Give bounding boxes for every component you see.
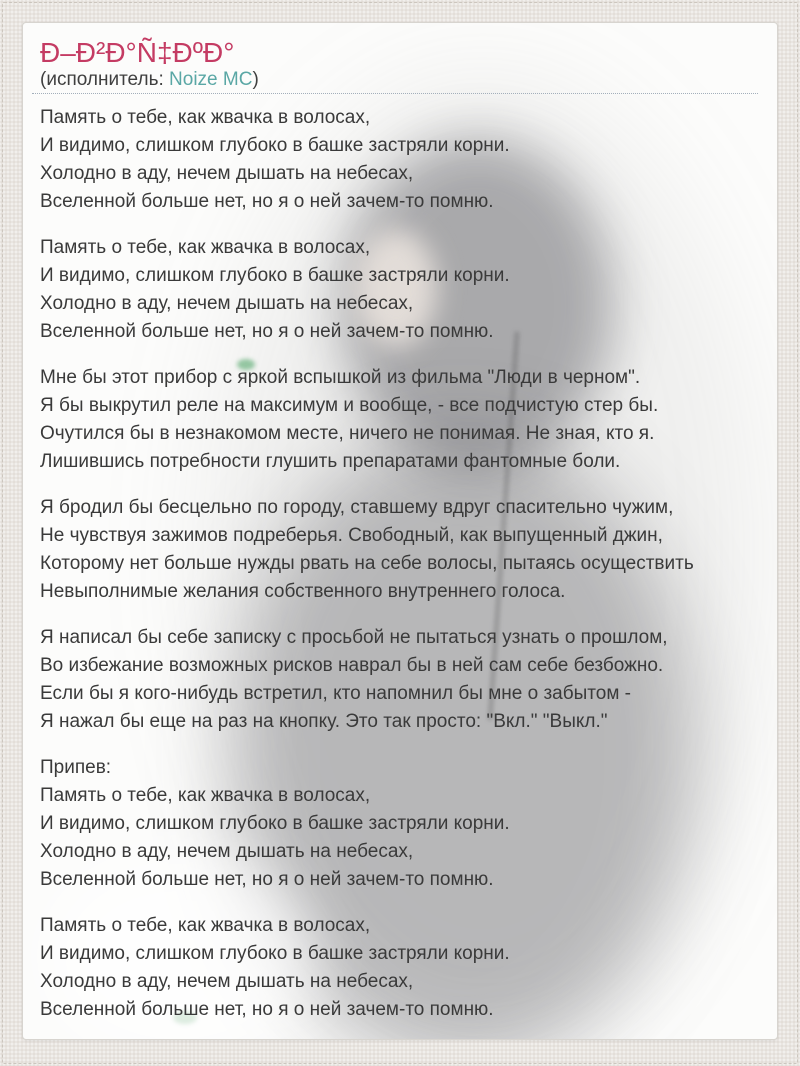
lyrics-line: Лишившись потребности глушить препаратами фантомные боли. (40, 451, 621, 472)
lyrics-line: Вселенной больше нет, но я о ней зачем-то помню. (40, 191, 494, 212)
lyrics-stanza (40, 754, 758, 894)
lyrics-line: Вселенной больше нет, но я о ней зачем-то помню. (40, 999, 494, 1020)
lyrics-line: И видимо, слишком глубоко в башке застряли корни. (40, 943, 510, 964)
lyrics-line: Память о тебе, как жвачка в волосах, (40, 107, 371, 128)
lyrics-line: Во избежание возможных рисков наврал бы в ней сам себе безбожно. (40, 655, 664, 676)
artist-link[interactable]: Noize MC (169, 69, 253, 90)
song-title: Ð–Ð²Ð°Ñ‡ÐºÐ° (40, 37, 235, 68)
lyrics-line: Память о тебе, как жвачка в волосах, (40, 915, 371, 936)
lyrics-line: И видимо, слишком глубоко в башке застряли корни. (40, 813, 510, 834)
lyrics-line: Холодно в аду, нечем дышать на небесах, (40, 163, 414, 184)
lyrics-line: Очутился бы в незнакомом месте, ничего не понимая. Не зная, кто я. (40, 423, 655, 444)
lyrics-line: Вселенной больше нет, но я о ней зачем-то помню. (40, 869, 494, 890)
lyrics-text (40, 104, 758, 1024)
lyrics-line: Мне бы этот прибор с яркой вспышкой из фильма "Люди в черном". (40, 367, 641, 388)
lyrics-line: Если бы я кого-нибудь встретил, кто напомнил бы мне о забытом - (40, 683, 631, 704)
lyrics-line: Холодно в аду, нечем дышать на небесах, (40, 841, 414, 862)
lyrics-line: Я бродил бы бесцельно по городу, ставшему вдруг спасительно чужим, (40, 497, 674, 518)
lyrics-line: Я написал бы себе записку с просьбой не пытаться узнать о прошлом, (40, 627, 668, 648)
lyrics-stanza (40, 912, 758, 1024)
card-content (23, 23, 777, 1039)
lyrics-stanza (40, 104, 758, 216)
lyrics-stanza (40, 494, 758, 606)
lyrics-line: Я нажал бы еще на раз на кнопку. Это так просто: "Вкл." "Выкл." (40, 711, 608, 732)
lyrics-line: Память о тебе, как жвачка в волосах, (40, 785, 371, 806)
lyrics-line: Вселенной больше нет, но я о ней зачем-то помню. (40, 321, 494, 342)
lyrics-line: И видимо, слишком глубоко в башке застряли корни. (40, 135, 510, 156)
lyrics-stanza (40, 234, 758, 346)
lyrics-card (22, 22, 778, 1040)
lyrics-stanza (40, 364, 758, 476)
lyrics-line: Память о тебе, как жвачка в волосах, (40, 237, 371, 258)
lyrics-line: Невыполнимые желания собственного внутреннего голоса. (40, 581, 566, 602)
lyrics-line: Холодно в аду, нечем дышать на небесах, (40, 971, 414, 992)
lyrics-line: Припев: (40, 757, 112, 778)
lyrics-line: Я бы выкрутил реле на максимум и вообще, - все подчистую стер бы. (40, 395, 659, 416)
artist-label: (исполнитель: (40, 69, 170, 90)
lyrics-line: Не чувствуя зажимов подреберья. Свободный, как выпущенный джин, (40, 525, 663, 546)
lyrics-line: Холодно в аду, нечем дышать на небесах, (40, 293, 414, 314)
artist-label-suffix: ) (252, 69, 259, 90)
lyrics-stanza (40, 624, 758, 736)
artist-line (40, 69, 758, 91)
song-header (32, 37, 758, 94)
lyrics-line: И видимо, слишком глубоко в башке застряли корни. (40, 265, 510, 286)
lyrics-line: Которому нет больше нужды рвать на себе волосы, пытаясь осуществить (40, 553, 694, 574)
